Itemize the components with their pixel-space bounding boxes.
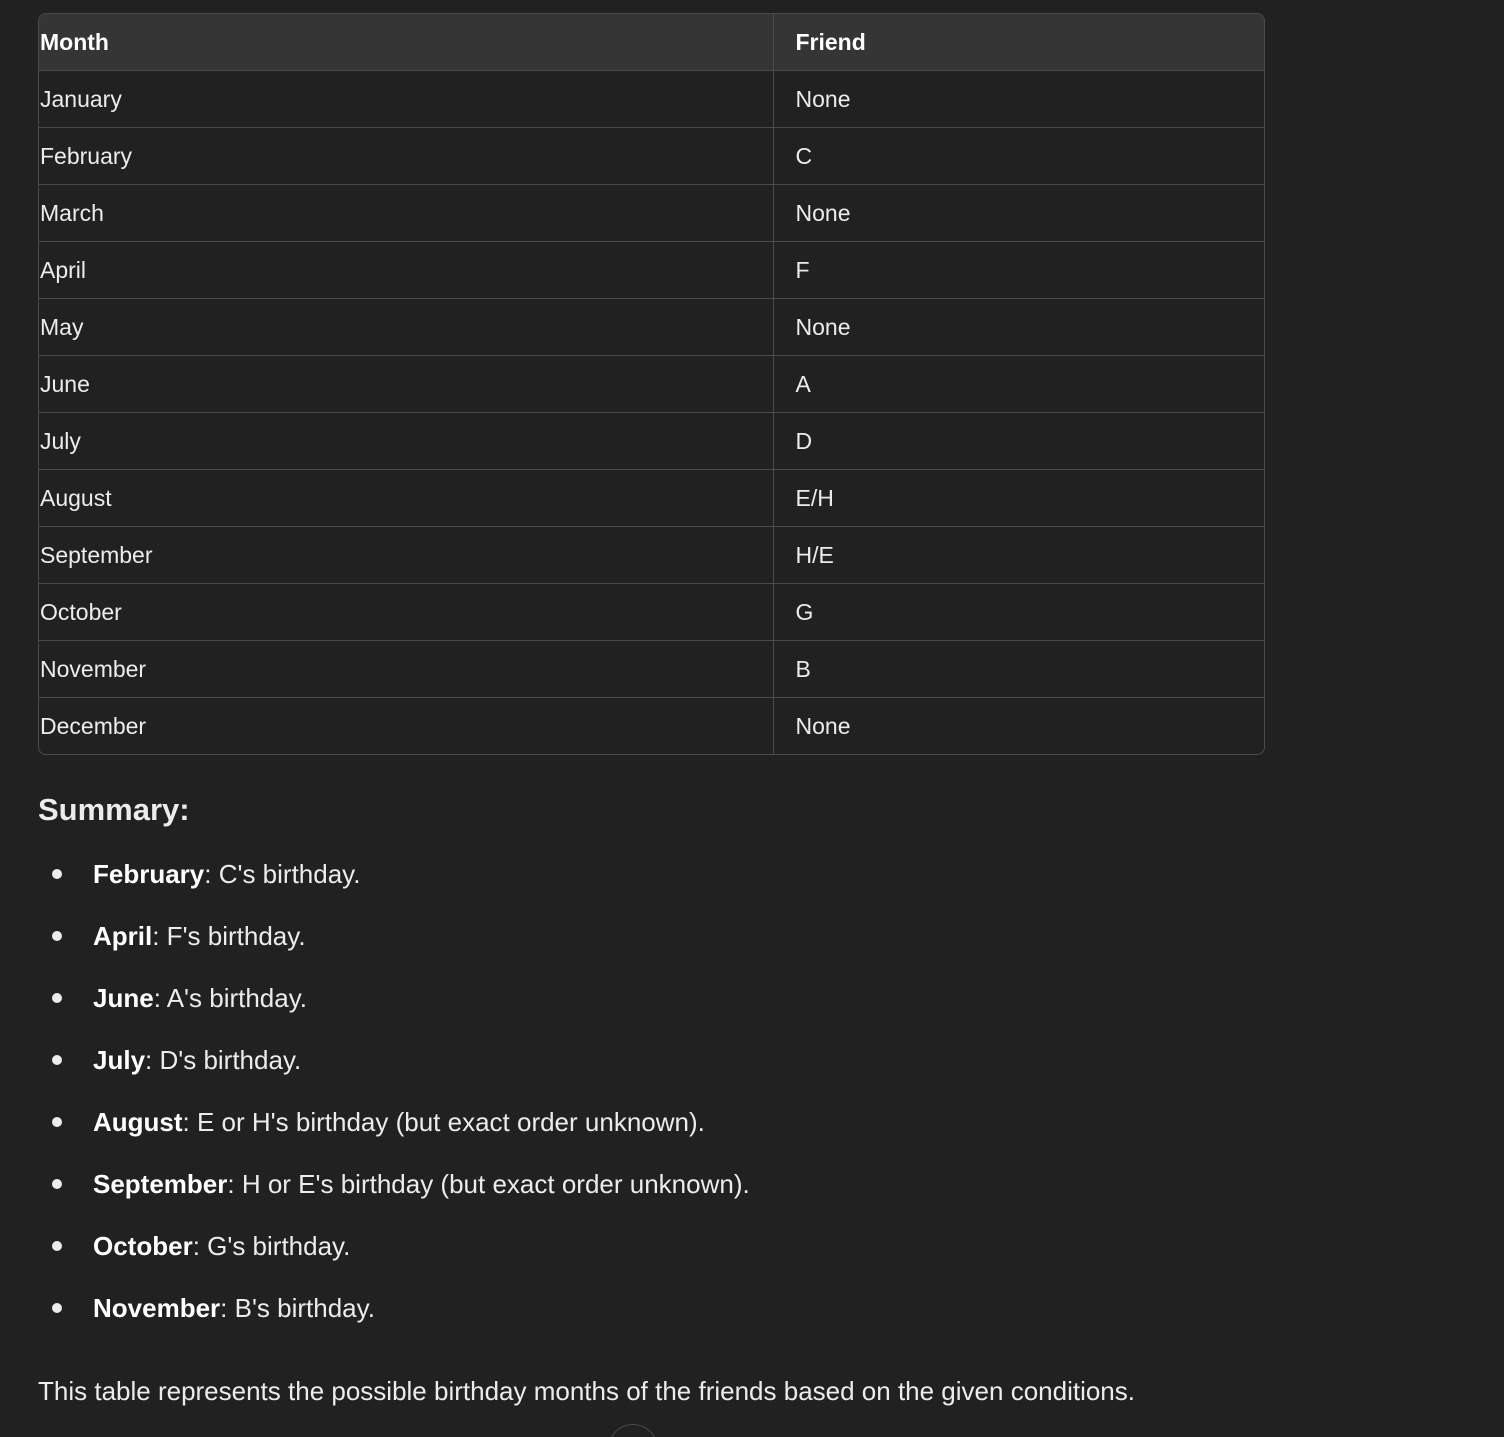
birthday-table-container bbox=[38, 13, 1265, 755]
friend-cell: A bbox=[773, 356, 1264, 413]
closing-paragraph: This table represents the possible birthday months of the friends based on the given conditions. bbox=[38, 1376, 1135, 1406]
month-cell: March bbox=[39, 185, 773, 242]
summary-text: : F's birthday. bbox=[152, 921, 306, 951]
table-row bbox=[39, 698, 1264, 755]
table-header-row bbox=[39, 14, 1264, 71]
summary-list-item bbox=[38, 976, 1238, 1038]
summary-list-item bbox=[38, 1224, 1238, 1286]
summary-heading: Summary: bbox=[38, 792, 190, 827]
month-cell: January bbox=[39, 71, 773, 128]
month-cell: November bbox=[39, 641, 773, 698]
month-cell: May bbox=[39, 299, 773, 356]
table-row bbox=[39, 71, 1264, 128]
table-row bbox=[39, 584, 1264, 641]
summary-text: : E or H's birthday (but exact order unknown). bbox=[182, 1107, 705, 1137]
month-cell: February bbox=[39, 128, 773, 185]
friend-cell: C bbox=[773, 128, 1264, 185]
bullet-icon bbox=[52, 1303, 62, 1313]
summary-month: November bbox=[93, 1293, 221, 1323]
friend-cell: None bbox=[773, 299, 1264, 356]
scroll-to-bottom-button[interactable] bbox=[608, 1424, 658, 1437]
summary-text: : A's birthday. bbox=[153, 983, 308, 1013]
bullet-icon bbox=[52, 869, 62, 879]
summary-month: July bbox=[93, 1045, 146, 1075]
month-cell: August bbox=[39, 470, 773, 527]
friend-cell: H/E bbox=[773, 527, 1264, 584]
table-row bbox=[39, 527, 1264, 584]
summary-text: : B's birthday. bbox=[220, 1293, 375, 1323]
friend-cell: None bbox=[795, 712, 851, 739]
month-cell: June bbox=[39, 356, 773, 413]
summary-list bbox=[38, 852, 1238, 1348]
bullet-icon bbox=[52, 1117, 62, 1127]
summary-month: October bbox=[93, 1231, 193, 1261]
summary-text: : D's birthday. bbox=[145, 1045, 302, 1075]
bullet-icon bbox=[52, 993, 62, 1003]
friend-cell: None bbox=[773, 71, 1264, 128]
friend-cell: D bbox=[773, 413, 1264, 470]
summary-list-item bbox=[38, 1162, 1238, 1224]
friend-cell: E/H bbox=[773, 470, 1264, 527]
friend-cell: F bbox=[773, 242, 1264, 299]
table-row bbox=[39, 413, 1264, 470]
summary-text: : H or E's birthday (but exact order unknown). bbox=[227, 1169, 750, 1199]
summary-list-item bbox=[38, 1100, 1238, 1162]
summary-text: : C's birthday. bbox=[204, 859, 361, 889]
table-row bbox=[39, 356, 1264, 413]
header-month: Month bbox=[39, 14, 773, 71]
summary-text: : G's birthday. bbox=[192, 1231, 351, 1261]
table-row bbox=[39, 470, 1264, 527]
summary-month: June bbox=[93, 983, 154, 1013]
month-cell: September bbox=[39, 527, 773, 584]
table-row bbox=[39, 641, 1264, 698]
bullet-icon bbox=[52, 1055, 62, 1065]
bullet-icon bbox=[52, 1241, 62, 1251]
summary-month: August bbox=[93, 1107, 183, 1137]
table-row bbox=[39, 128, 1264, 185]
month-cell: April bbox=[39, 242, 773, 299]
summary-list-item bbox=[38, 914, 1238, 976]
summary-list-item bbox=[38, 1038, 1238, 1100]
summary-month: September bbox=[93, 1169, 228, 1199]
month-cell: July bbox=[39, 413, 773, 470]
table-row bbox=[39, 299, 1264, 356]
table-row bbox=[39, 185, 1264, 242]
friend-cell: B bbox=[773, 641, 1264, 698]
table-row bbox=[39, 242, 1264, 299]
table-body bbox=[39, 71, 1264, 755]
birthday-table bbox=[39, 14, 1264, 754]
summary-list-item bbox=[38, 1286, 1238, 1348]
bullet-icon bbox=[52, 931, 62, 941]
friend-cell: G bbox=[773, 584, 1264, 641]
header-friend: Friend bbox=[773, 14, 1264, 71]
friend-cell: None bbox=[773, 185, 1264, 242]
month-cell: October bbox=[39, 584, 773, 641]
summary-month: February bbox=[93, 859, 205, 889]
summary-list-item bbox=[38, 852, 1238, 914]
summary-month: April bbox=[93, 921, 153, 951]
bullet-icon bbox=[52, 1179, 62, 1189]
month-cell: December bbox=[39, 698, 773, 755]
